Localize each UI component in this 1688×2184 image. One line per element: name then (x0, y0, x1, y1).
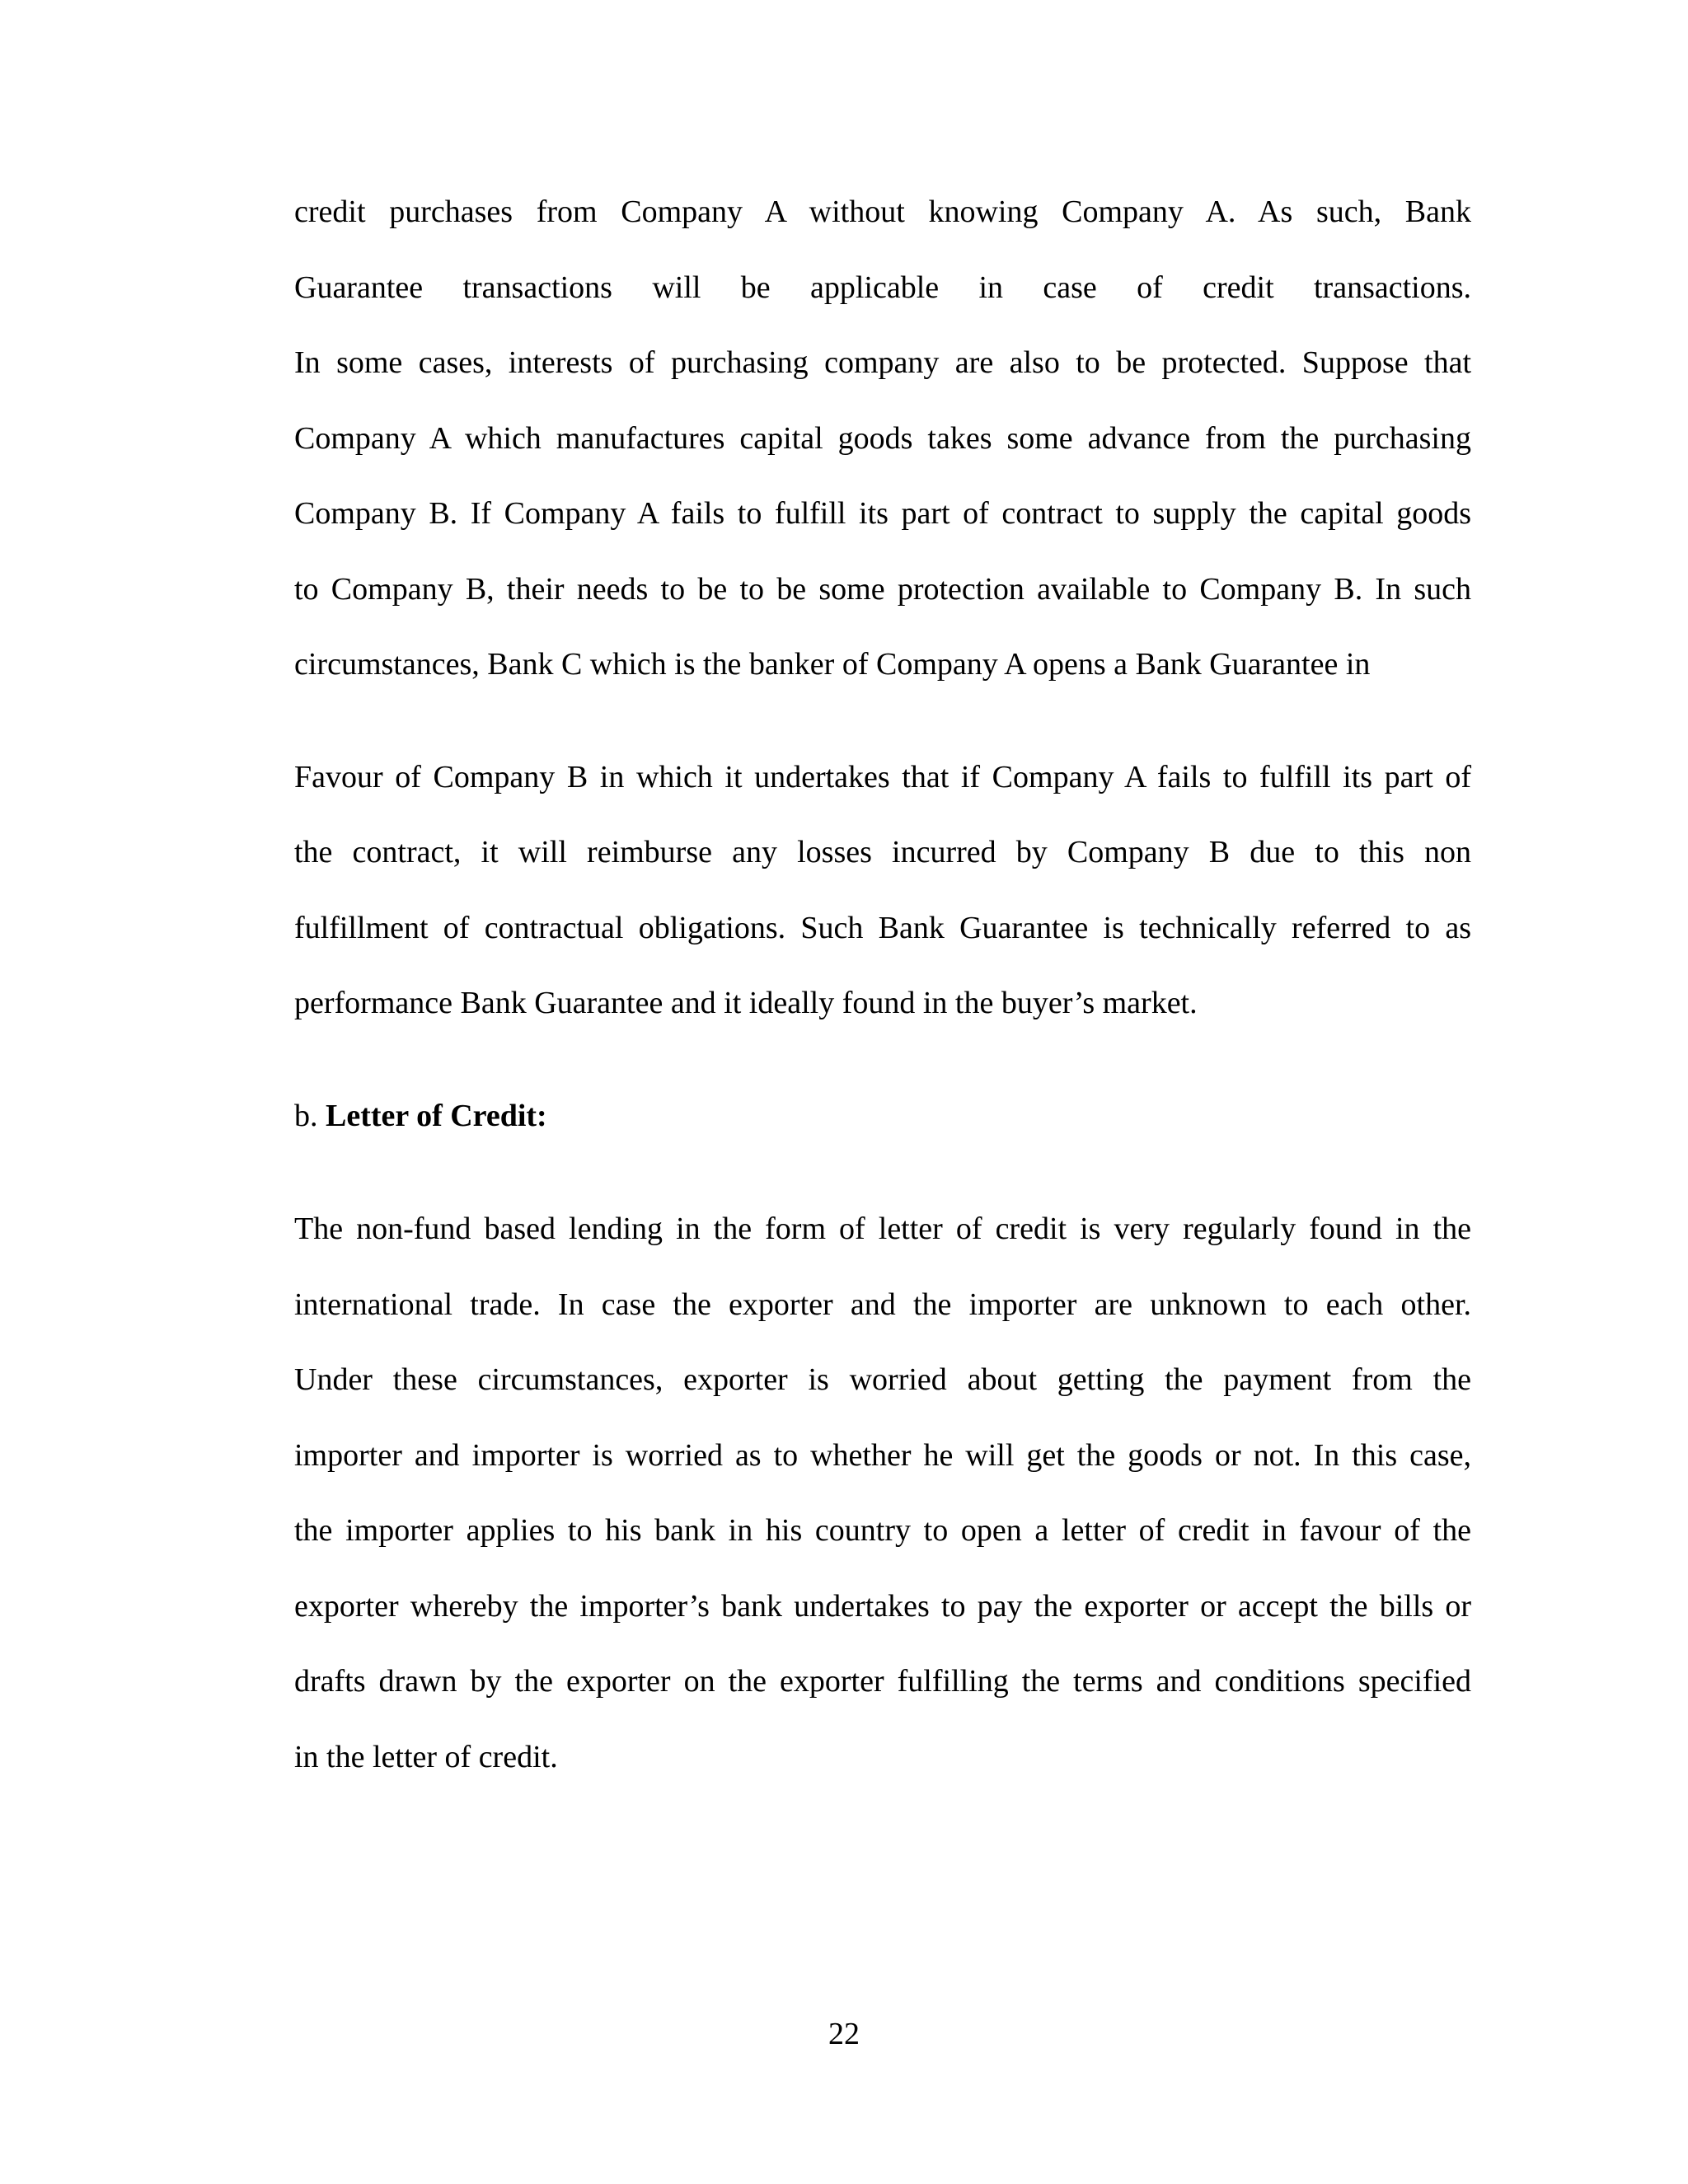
text-line: drafts drawn by the exporter on the exporter fulfilling the terms and conditions specified (294, 1664, 1471, 1699)
paragraph-gap (294, 703, 1471, 740)
text-line: international trade. In case the exporter and the importer are unknown to each other. (294, 1286, 1471, 1322)
section-heading (294, 1079, 1471, 1155)
section-heading-title: Letter of Credit: (326, 1098, 547, 1133)
text-line: importer and importer is worried as to whether he will get the goods or not. In this case, (294, 1437, 1471, 1473)
text-line: the importer applies to his bank in his country to open a letter of credit in favour of the (294, 1513, 1471, 1548)
text-line: In some cases, interests of purchasing company are also to be protected. Suppose that (294, 345, 1471, 380)
text-line: fulfillment of contractual obligations. Such Bank Guarantee is technically referred to as (294, 910, 1471, 945)
paragraph-bank-guarantee-credit (294, 175, 1471, 703)
text-line: exporter whereby the importer’s bank undertakes to pay the exporter or accept the bills or (294, 1588, 1471, 1624)
text-line: performance Bank Guarantee and it ideally found in the buyer’s market. (294, 986, 1198, 1020)
section-heading-prefix: b. (294, 1098, 318, 1133)
text-line: Company A which manufactures capital goods takes some advance from the purchasing (294, 420, 1471, 456)
paragraph-performance-guarantee (294, 740, 1471, 1042)
text-line: Guarantee transactions will be applicable in case of credit transactions. (294, 269, 1471, 305)
text-line: Favour of Company B in which it undertakes that if Company A fails to fulfill its part of (294, 759, 1471, 794)
page-body (294, 175, 1471, 1795)
paragraph-gap (294, 1042, 1471, 1079)
text-line: The non-fund based lending in the form of letter of credit is very regularly found in the (294, 1212, 1471, 1246)
text-line: the contract, it will reimburse any losses incurred by Company B due to this non (294, 835, 1471, 869)
text-line: Company B. If Company A fails to fulfill its part of contract to supply the capital goods (294, 496, 1471, 531)
page-number: 22 (828, 2017, 860, 2051)
text-line: circumstances, Bank C which is the banker of Company A opens a Bank Guarantee in (294, 647, 1371, 682)
paragraph-gap (294, 1154, 1471, 1192)
text-line: to Company B, their needs to be to be some protection available to Company B. In such (294, 571, 1471, 607)
text-line: credit purchases from Company A without knowing Company A. As such, Bank (294, 194, 1471, 229)
paragraph-letter-of-credit (294, 1192, 1471, 1795)
text-line: in the letter of credit. (294, 1739, 558, 1774)
text-line: Under these circumstances, exporter is worried about getting the payment from the (294, 1362, 1471, 1397)
